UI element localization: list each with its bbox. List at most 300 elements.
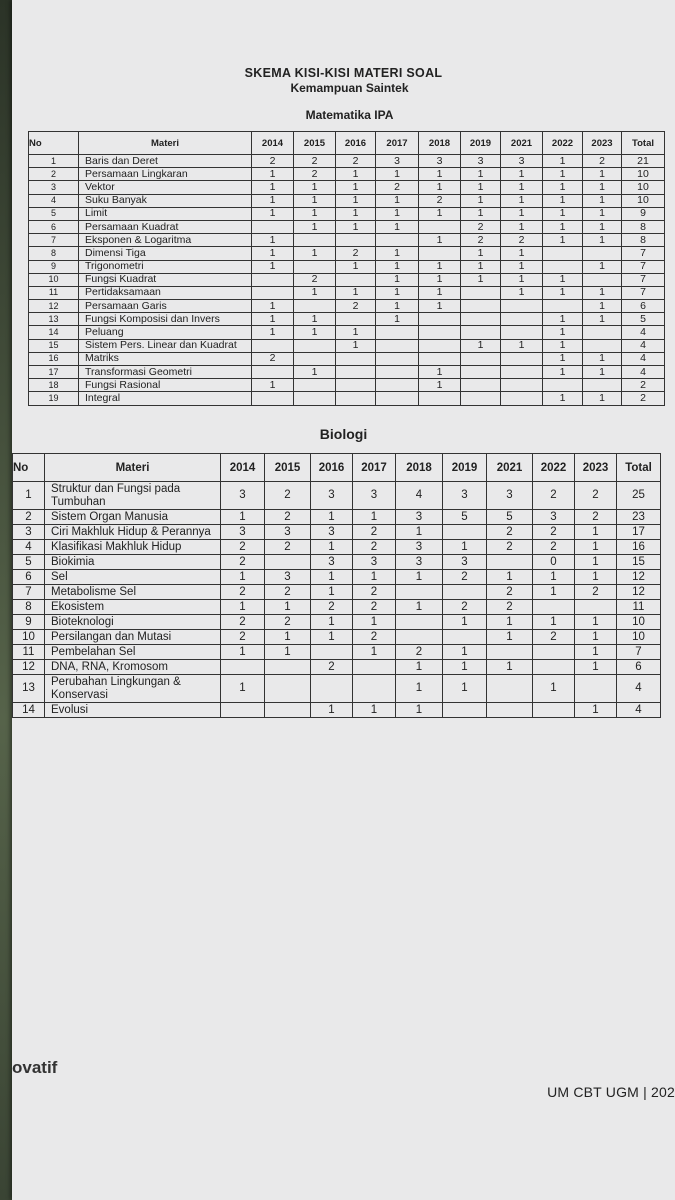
table-row — [29, 286, 665, 299]
materi-name: Sistem Pers. Linear dan Kuadrat — [79, 339, 252, 352]
year-count: 3 — [396, 555, 443, 570]
year-count: 4 — [622, 352, 665, 365]
year-count: 1 — [336, 181, 376, 194]
year-count: 2 — [533, 630, 575, 645]
year-count: 1 — [443, 675, 487, 703]
table-row — [29, 300, 665, 313]
year-count: 1 — [294, 220, 336, 233]
year-count: 1 — [543, 392, 583, 405]
row-number: 11 — [29, 286, 79, 299]
table-row — [13, 482, 661, 510]
year-count — [583, 247, 622, 260]
year-count — [533, 645, 575, 660]
year-count — [265, 555, 311, 570]
year-count: 1 — [533, 675, 575, 703]
materi-name: Eksponen & Logaritma — [79, 234, 252, 247]
year-count: 2 — [461, 220, 501, 233]
year-count: 1 — [294, 194, 336, 207]
year-count — [396, 615, 443, 630]
year-count: 7 — [622, 273, 665, 286]
year-count: 3 — [311, 555, 353, 570]
year-count: 1 — [311, 540, 353, 555]
year-count: 1 — [336, 326, 376, 339]
year-count: 3 — [221, 482, 265, 510]
year-count: 1 — [487, 570, 533, 585]
column-header: Materi — [45, 454, 221, 482]
row-number: 9 — [29, 260, 79, 273]
year-count — [252, 286, 294, 299]
year-count: 1 — [583, 181, 622, 194]
year-count — [543, 379, 583, 392]
year-count: 10 — [622, 181, 665, 194]
year-count: 7 — [622, 260, 665, 273]
materi-name: Persilangan dan Mutasi — [45, 630, 221, 645]
year-count — [461, 313, 501, 326]
year-count — [583, 326, 622, 339]
year-count — [376, 326, 419, 339]
year-count: 3 — [396, 510, 443, 525]
year-count: 1 — [294, 207, 336, 220]
year-count: 5 — [487, 510, 533, 525]
year-count: 1 — [294, 247, 336, 260]
year-count: 1 — [583, 168, 622, 181]
year-count: 1 — [583, 352, 622, 365]
year-count: 1 — [265, 630, 311, 645]
year-count — [376, 339, 419, 352]
year-count: 2 — [221, 585, 265, 600]
materi-name: Sel — [45, 570, 221, 585]
year-count — [419, 392, 461, 405]
year-count: 1 — [443, 615, 487, 630]
year-count — [294, 260, 336, 273]
year-count: 1 — [461, 273, 501, 286]
year-count — [501, 392, 543, 405]
column-header: 2023 — [575, 454, 617, 482]
year-count: 1 — [533, 585, 575, 600]
year-count: 1 — [252, 300, 294, 313]
year-count: 16 — [617, 540, 661, 555]
year-count: 1 — [461, 247, 501, 260]
year-count: 4 — [622, 326, 665, 339]
year-count: 1 — [252, 313, 294, 326]
year-count: 2 — [265, 540, 311, 555]
column-header: 2014 — [252, 132, 294, 155]
row-number: 2 — [13, 510, 45, 525]
materi-name: Integral — [79, 392, 252, 405]
table-header-row — [13, 454, 661, 482]
year-count: 2 — [353, 540, 396, 555]
year-count: 1 — [376, 300, 419, 313]
year-count: 1 — [575, 615, 617, 630]
year-count: 15 — [617, 555, 661, 570]
row-number: 1 — [13, 482, 45, 510]
table-row — [13, 510, 661, 525]
year-count: 2 — [533, 482, 575, 510]
year-count: 1 — [376, 220, 419, 233]
year-count: 6 — [617, 660, 661, 675]
year-count: 1 — [461, 168, 501, 181]
column-header: 2023 — [583, 132, 622, 155]
materi-name: Struktur dan Fungsi pada Tumbuhan — [45, 482, 221, 510]
year-count — [533, 660, 575, 675]
year-count: 9 — [622, 207, 665, 220]
year-count: 2 — [353, 525, 396, 540]
year-count: 3 — [265, 570, 311, 585]
document-subtitle: Kemampuan Saintek — [290, 81, 409, 95]
year-count — [461, 326, 501, 339]
year-count — [443, 630, 487, 645]
year-count — [461, 300, 501, 313]
materi-name: Sistem Organ Manusia — [45, 510, 221, 525]
year-count: 1 — [396, 675, 443, 703]
year-count: 7 — [617, 645, 661, 660]
materi-name: Limit — [79, 207, 252, 220]
year-count: 2 — [336, 155, 376, 168]
year-count: 1 — [265, 645, 311, 660]
year-count — [376, 366, 419, 379]
year-count: 12 — [617, 570, 661, 585]
year-count: 25 — [617, 482, 661, 510]
year-count: 2 — [443, 600, 487, 615]
year-count — [575, 675, 617, 703]
row-number: 5 — [13, 555, 45, 570]
year-count — [336, 273, 376, 286]
year-count: 1 — [575, 570, 617, 585]
year-count — [353, 675, 396, 703]
year-count — [252, 392, 294, 405]
table-row — [29, 366, 665, 379]
materi-name: Perubahan Lingkungan & Konservasi — [45, 675, 221, 703]
year-count — [252, 220, 294, 233]
year-count — [294, 300, 336, 313]
year-count: 1 — [376, 260, 419, 273]
year-count: 1 — [461, 260, 501, 273]
year-count: 1 — [543, 168, 583, 181]
year-count: 5 — [622, 313, 665, 326]
year-count: 1 — [336, 207, 376, 220]
year-count: 2 — [265, 482, 311, 510]
year-count: 1 — [252, 168, 294, 181]
year-count: 2 — [336, 300, 376, 313]
year-count — [419, 313, 461, 326]
year-count: 1 — [419, 181, 461, 194]
table-row — [29, 260, 665, 273]
year-count: 5 — [443, 510, 487, 525]
materi-name: Bioteknologi — [45, 615, 221, 630]
year-count — [501, 300, 543, 313]
year-count: 1 — [501, 194, 543, 207]
year-count: 3 — [353, 482, 396, 510]
year-count: 1 — [543, 352, 583, 365]
year-count — [443, 525, 487, 540]
year-count: 2 — [487, 525, 533, 540]
year-count: 3 — [501, 155, 543, 168]
column-header: Materi — [79, 132, 252, 155]
year-count: 1 — [543, 207, 583, 220]
year-count: 0 — [533, 555, 575, 570]
year-count — [487, 645, 533, 660]
document-title: SKEMA KISI-KISI MATERI SOAL — [244, 66, 443, 80]
column-header: No — [29, 132, 79, 155]
year-count — [543, 247, 583, 260]
table-row — [13, 525, 661, 540]
year-count: 1 — [501, 220, 543, 233]
table-row — [29, 207, 665, 220]
year-count: 1 — [443, 660, 487, 675]
year-count: 1 — [221, 510, 265, 525]
column-header: 2022 — [533, 454, 575, 482]
year-count: 1 — [583, 366, 622, 379]
year-count: 1 — [336, 260, 376, 273]
year-count: 7 — [622, 286, 665, 299]
year-count — [221, 660, 265, 675]
table-row — [29, 379, 665, 392]
row-number: 7 — [29, 234, 79, 247]
year-count — [461, 392, 501, 405]
footer-brand-text: ovatif — [12, 1058, 58, 1077]
year-count: 1 — [461, 339, 501, 352]
year-count: 2 — [353, 630, 396, 645]
table-row — [29, 339, 665, 352]
year-count: 1 — [336, 339, 376, 352]
year-count — [311, 645, 353, 660]
year-count — [336, 234, 376, 247]
year-count: 1 — [583, 220, 622, 233]
year-count: 1 — [252, 379, 294, 392]
year-count: 1 — [583, 300, 622, 313]
year-count: 1 — [294, 313, 336, 326]
year-count: 1 — [575, 660, 617, 675]
year-count — [419, 220, 461, 233]
year-count: 1 — [543, 339, 583, 352]
row-number: 7 — [13, 585, 45, 600]
column-header: 2015 — [294, 132, 336, 155]
year-count: 1 — [583, 392, 622, 405]
year-count — [533, 703, 575, 718]
year-count: 4 — [396, 482, 443, 510]
year-count — [501, 379, 543, 392]
year-count — [533, 600, 575, 615]
year-count — [376, 379, 419, 392]
year-count: 1 — [396, 570, 443, 585]
row-number: 12 — [13, 660, 45, 675]
column-header: 2017 — [376, 132, 419, 155]
table-row — [13, 570, 661, 585]
year-count: 1 — [294, 326, 336, 339]
materi-name: Vektor — [79, 181, 252, 194]
biologi-title: Biologi — [319, 426, 368, 442]
row-number: 8 — [13, 600, 45, 615]
column-header: 2016 — [336, 132, 376, 155]
column-header: 2021 — [501, 132, 543, 155]
year-count: 1 — [533, 570, 575, 585]
materi-name: Persamaan Lingkaran — [79, 168, 252, 181]
materi-name: Biokimia — [45, 555, 221, 570]
year-count: 1 — [376, 273, 419, 286]
year-count: 10 — [622, 168, 665, 181]
row-number: 4 — [13, 540, 45, 555]
year-count: 2 — [533, 540, 575, 555]
year-count: 1 — [543, 234, 583, 247]
year-count: 1 — [583, 260, 622, 273]
year-count: 2 — [419, 194, 461, 207]
year-count — [336, 392, 376, 405]
materi-name: Ekosistem — [45, 600, 221, 615]
year-count: 10 — [617, 630, 661, 645]
year-count — [252, 273, 294, 286]
year-count: 1 — [311, 615, 353, 630]
table-row — [13, 675, 661, 703]
year-count: 1 — [353, 645, 396, 660]
year-count: 1 — [575, 630, 617, 645]
year-count — [419, 339, 461, 352]
materi-name: Matriks — [79, 352, 252, 365]
year-count: 1 — [376, 313, 419, 326]
year-count: 1 — [252, 194, 294, 207]
year-count: 2 — [487, 585, 533, 600]
year-count: 2 — [294, 168, 336, 181]
table-row — [29, 168, 665, 181]
row-number: 3 — [29, 181, 79, 194]
year-count — [376, 234, 419, 247]
year-count: 3 — [443, 482, 487, 510]
year-count: 3 — [376, 155, 419, 168]
year-count — [336, 379, 376, 392]
column-header: 2019 — [461, 132, 501, 155]
year-count — [461, 352, 501, 365]
column-header: 2021 — [487, 454, 533, 482]
year-count: 1 — [575, 645, 617, 660]
year-count: 2 — [294, 155, 336, 168]
year-count — [419, 326, 461, 339]
column-header: 2018 — [396, 454, 443, 482]
year-count — [252, 366, 294, 379]
table-row — [29, 234, 665, 247]
year-count: 1 — [396, 703, 443, 718]
year-count: 1 — [252, 234, 294, 247]
year-count: 2 — [622, 392, 665, 405]
year-count: 2 — [265, 585, 311, 600]
document-page — [12, 0, 675, 1200]
year-count — [575, 600, 617, 615]
year-count — [419, 247, 461, 260]
row-number: 18 — [29, 379, 79, 392]
table-row — [13, 660, 661, 675]
year-count: 2 — [265, 615, 311, 630]
year-count: 1 — [252, 207, 294, 220]
year-count: 3 — [396, 540, 443, 555]
year-count: 1 — [353, 703, 396, 718]
row-number: 4 — [29, 194, 79, 207]
year-count: 2 — [336, 247, 376, 260]
materi-name: Dimensi Tiga — [79, 247, 252, 260]
year-count: 23 — [617, 510, 661, 525]
year-count — [294, 352, 336, 365]
year-count: 1 — [419, 366, 461, 379]
year-count: 3 — [461, 155, 501, 168]
year-count: 12 — [617, 585, 661, 600]
table-row — [29, 352, 665, 365]
year-count — [487, 675, 533, 703]
year-count: 1 — [419, 168, 461, 181]
materi-name: Ciri Makhluk Hidup & Perannya — [45, 525, 221, 540]
year-count: 1 — [419, 300, 461, 313]
year-count: 1 — [396, 525, 443, 540]
year-count: 1 — [396, 600, 443, 615]
year-count: 1 — [583, 313, 622, 326]
year-count: 2 — [487, 540, 533, 555]
year-count: 1 — [583, 234, 622, 247]
year-count — [501, 313, 543, 326]
year-count: 1 — [543, 181, 583, 194]
year-count — [461, 366, 501, 379]
year-count: 1 — [583, 194, 622, 207]
materi-name: Suku Banyak — [79, 194, 252, 207]
year-count — [461, 286, 501, 299]
year-count: 1 — [353, 615, 396, 630]
column-header: 2022 — [543, 132, 583, 155]
materi-name: Pembelahan Sel — [45, 645, 221, 660]
year-count — [265, 703, 311, 718]
column-header: No — [13, 454, 45, 482]
year-count — [376, 392, 419, 405]
year-count: 2 — [311, 660, 353, 675]
year-count: 2 — [443, 570, 487, 585]
year-count: 2 — [311, 600, 353, 615]
year-count: 1 — [419, 286, 461, 299]
materi-name: Metabolisme Sel — [45, 585, 221, 600]
year-count — [336, 313, 376, 326]
materi-name: Evolusi — [45, 703, 221, 718]
year-count — [487, 555, 533, 570]
column-header: Total — [617, 454, 661, 482]
year-count: 1 — [419, 207, 461, 220]
year-count: 3 — [311, 525, 353, 540]
year-count: 1 — [501, 247, 543, 260]
year-count: 1 — [543, 273, 583, 286]
year-count — [583, 273, 622, 286]
column-header: 2019 — [443, 454, 487, 482]
year-count: 1 — [265, 600, 311, 615]
row-number: 6 — [13, 570, 45, 585]
table-row — [13, 540, 661, 555]
year-count: 3 — [311, 482, 353, 510]
year-count: 10 — [617, 615, 661, 630]
row-number: 13 — [29, 313, 79, 326]
column-header: Total — [622, 132, 665, 155]
year-count: 1 — [501, 286, 543, 299]
table-row — [29, 392, 665, 405]
year-count: 1 — [575, 540, 617, 555]
table-row — [29, 247, 665, 260]
year-count: 2 — [252, 155, 294, 168]
year-count — [265, 675, 311, 703]
year-count: 1 — [376, 207, 419, 220]
year-count: 1 — [461, 194, 501, 207]
row-number: 11 — [13, 645, 45, 660]
row-number: 12 — [29, 300, 79, 313]
footer-page-label: UM CBT UGM | 202 — [547, 1084, 675, 1100]
year-count: 6 — [622, 300, 665, 313]
row-number: 19 — [29, 392, 79, 405]
year-count: 1 — [376, 247, 419, 260]
table-row — [13, 645, 661, 660]
materi-name: Persamaan Kuadrat — [79, 220, 252, 233]
matematika-table — [28, 131, 665, 406]
year-count: 2 — [575, 510, 617, 525]
table-row — [13, 703, 661, 718]
row-number: 3 — [13, 525, 45, 540]
